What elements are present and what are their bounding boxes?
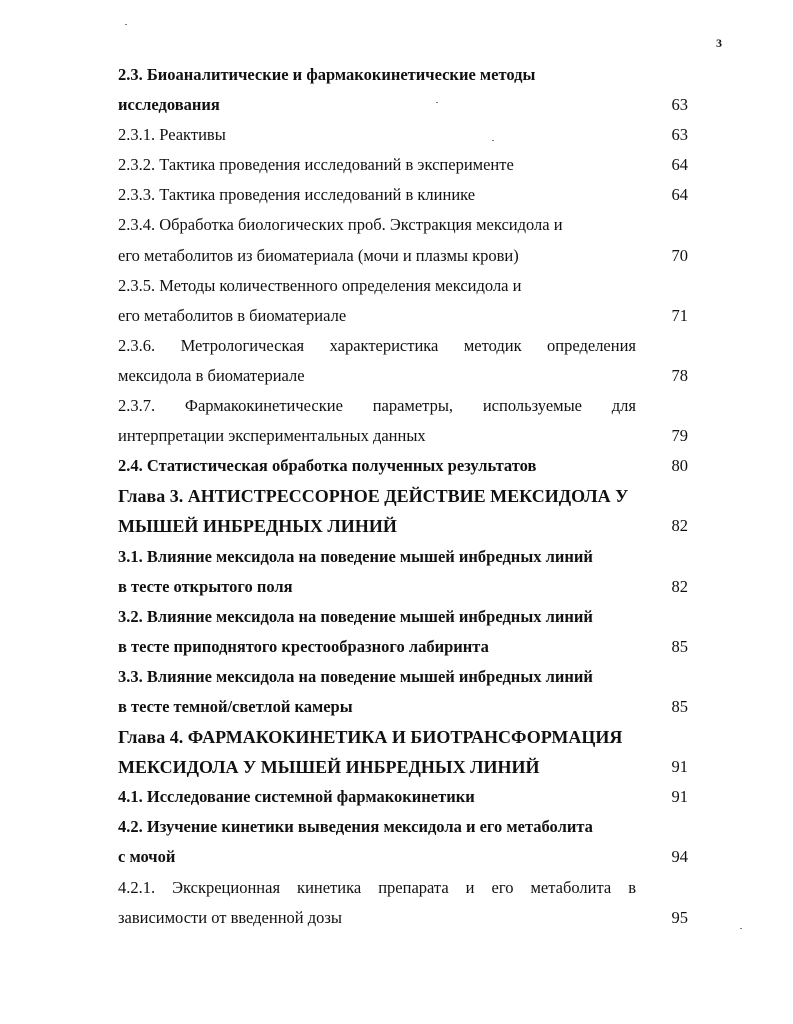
toc-line	[118, 511, 688, 541]
toc-entry-text: 2.3.5. Методы количественного определения мексидола и	[118, 275, 522, 295]
toc-line	[118, 120, 688, 150]
toc-entry-text: в тесте открытого поля	[118, 576, 293, 596]
page-number: 3	[716, 36, 722, 50]
toc-entry-text: зависимости от введенной дозы	[118, 907, 342, 927]
scan-speck	[125, 24, 127, 25]
toc-page-number: 80	[671, 456, 688, 476]
toc-line	[118, 361, 688, 391]
toc-line	[118, 210, 688, 240]
toc-page-number: 82	[671, 576, 688, 596]
toc-line	[118, 451, 688, 481]
toc-page-number: 85	[671, 696, 688, 716]
toc-entry-text: 3.3. Влияние мексидола на поведение мышей инбредных линий	[118, 666, 593, 686]
toc-line	[118, 271, 688, 301]
toc-line	[118, 903, 688, 933]
toc-entry-text: МЕКСИДОЛА У МЫШЕЙ ИНБРЕДНЫХ ЛИНИЙ	[118, 757, 540, 778]
toc-entry-text: в тесте темной/светлой камеры	[118, 696, 353, 716]
toc-entry-text: 4.2. Изучение кинетики выведения мексидола и его метаболита	[118, 817, 593, 837]
toc-line	[118, 481, 688, 511]
toc-line	[118, 391, 688, 421]
toc-page-number: 82	[671, 516, 688, 536]
toc-line	[118, 301, 688, 331]
toc-entry-text: с мочой	[118, 847, 176, 867]
toc-entry-text: 2.3.6. Метрологическая характеристика методик определения	[118, 335, 636, 355]
toc-line	[118, 873, 688, 903]
toc-entry-text: 3.1. Влияние мексидола на поведение мышей инбредных линий	[118, 546, 593, 566]
toc-line	[118, 692, 688, 722]
toc-line	[118, 812, 688, 842]
toc-entry-text: Глава 3. АНТИСТРЕССОРНОЕ ДЕЙСТВИЕ МЕКСИДОЛА У	[118, 486, 629, 507]
toc-entry-text: 3.2. Влияние мексидола на поведение мышей инбредных линий	[118, 606, 593, 626]
toc-entry-text: 2.3.4. Обработка биологических проб. Экстракция мексидола и	[118, 215, 563, 235]
toc-line	[118, 842, 688, 872]
toc-page-number: 95	[671, 907, 688, 927]
toc-line	[118, 150, 688, 180]
scan-speck	[740, 928, 742, 929]
toc-line	[118, 180, 688, 210]
toc-entry-text: его метаболитов из биоматериала (мочи и плазмы крови)	[118, 245, 519, 265]
toc-entry-text: 4.2.1. Экскреционная кинетика препарата и его метаболита в	[118, 877, 636, 897]
toc-line	[118, 752, 688, 782]
table-of-contents	[118, 60, 688, 933]
toc-page-number: 91	[671, 787, 688, 807]
toc-entry-text: его метаболитов в биоматериале	[118, 305, 347, 325]
toc-entry-text: в тесте приподнятого крестообразного лабиринта	[118, 636, 489, 656]
toc-entry-text: 4.1. Исследование системной фармакокинетики	[118, 787, 475, 807]
toc-entry-text: 2.3.7. Фармакокинетические параметры, используемые для	[118, 396, 636, 416]
toc-page-number: 63	[671, 95, 688, 115]
toc-entry-text: интерпретации экспериментальных данных	[118, 426, 426, 446]
toc-entry-text: исследования	[118, 95, 220, 115]
toc-entry-text: МЫШЕЙ ИНБРЕДНЫХ ЛИНИЙ	[118, 516, 397, 537]
toc-line	[118, 572, 688, 602]
scan-speck	[436, 102, 438, 103]
toc-page-number: 70	[671, 245, 688, 265]
toc-line	[118, 782, 688, 812]
toc-entry-text: Глава 4. ФАРМАКОКИНЕТИКА И БИОТРАНСФОРМАЦИЯ	[118, 727, 623, 748]
toc-page-number: 78	[671, 365, 688, 385]
scan-speck	[492, 140, 494, 141]
toc-line	[118, 421, 688, 451]
toc-page-number: 91	[671, 757, 688, 777]
toc-page-number: 64	[671, 155, 688, 175]
toc-line	[118, 602, 688, 632]
toc-page-number: 71	[671, 305, 688, 325]
toc-entry-text: 2.3.2. Тактика проведения исследований в эксперименте	[118, 155, 514, 175]
toc-entry-text: 2.3.1. Реактивы	[118, 125, 226, 145]
toc-line	[118, 90, 688, 120]
toc-page-number: 85	[671, 636, 688, 656]
toc-page-number: 79	[671, 426, 688, 446]
toc-page-number: 63	[671, 125, 688, 145]
toc-line	[118, 632, 688, 662]
toc-line	[118, 241, 688, 271]
toc-page-number: 94	[671, 847, 688, 867]
toc-entry-text: 2.4. Статистическая обработка полученных результатов	[118, 456, 537, 476]
toc-entry-text: 2.3. Биоаналитические и фармакокинетические методы	[118, 65, 536, 84]
toc-line	[118, 722, 688, 752]
toc-entry-text: мексидола в биоматериале	[118, 365, 305, 385]
toc-line	[118, 60, 688, 90]
toc-line	[118, 542, 688, 572]
toc-line	[118, 662, 688, 692]
toc-page-number: 64	[671, 185, 688, 205]
toc-entry-text: 2.3.3. Тактика проведения исследований в клинике	[118, 185, 476, 205]
toc-line	[118, 331, 688, 361]
